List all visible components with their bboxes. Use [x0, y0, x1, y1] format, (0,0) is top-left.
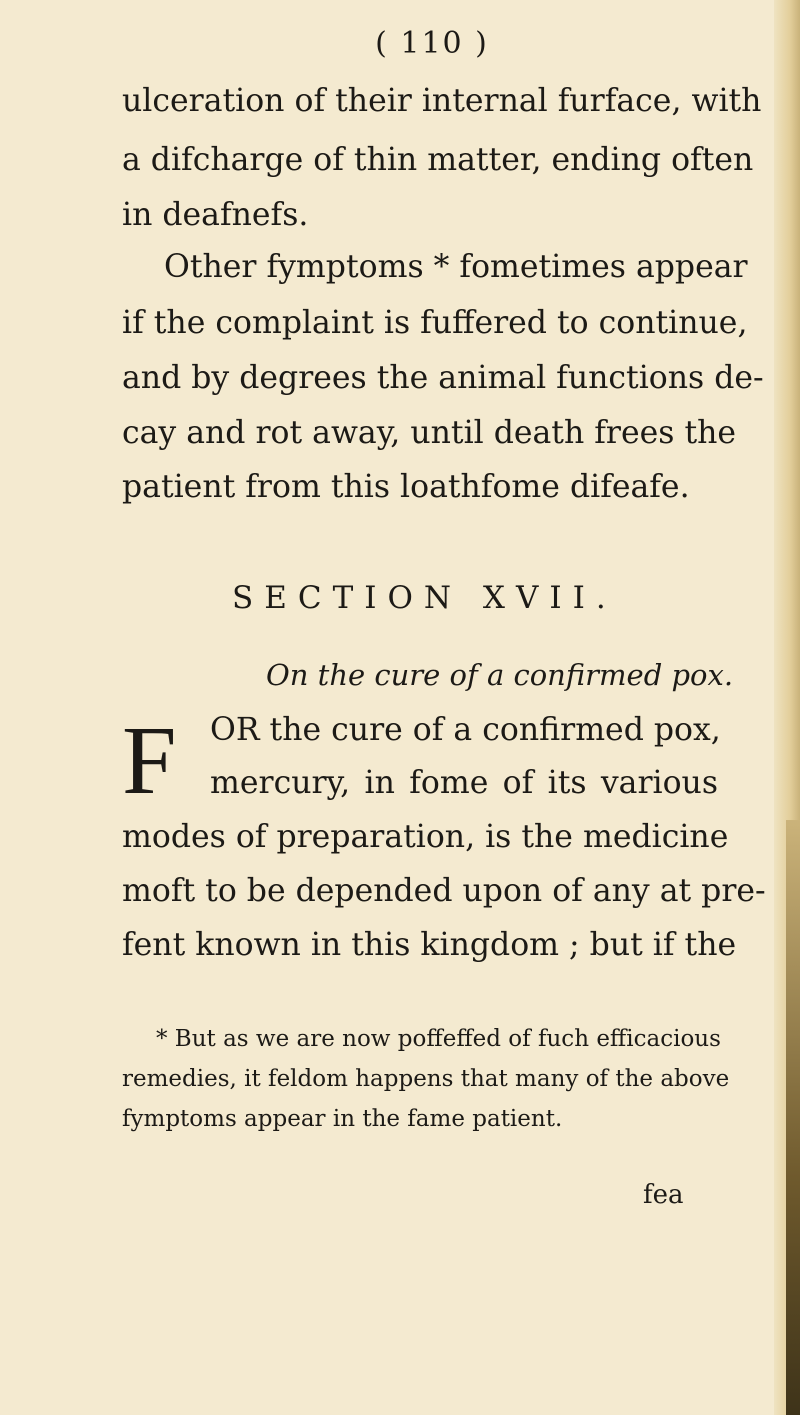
section-heading: SECTION XVII.: [232, 580, 617, 616]
footnote-line: fymptoms appear in the fame patient.: [122, 1106, 563, 1132]
text-line: fent known in this kingdom ; but if the: [122, 927, 737, 963]
text-line: Other fymptoms * fometimes appear: [164, 249, 748, 285]
page-edge-shadow: [786, 820, 800, 1415]
drop-cap: F: [122, 707, 177, 815]
footnote-line: remedies, it feldom happens that many of the above: [122, 1066, 730, 1092]
text-line: and by degrees the animal functions de-: [122, 360, 764, 396]
section-subtitle: On the cure of a confirmed pox.: [266, 658, 734, 692]
text-line: moft to be depended upon of any at pre-: [122, 873, 766, 909]
text-line: if the complaint is fuffered to continue,: [122, 305, 748, 341]
text-line: mercury, in fome of its various: [210, 765, 718, 801]
catchword: fea: [643, 1180, 684, 1210]
page-number: ( 110 ): [375, 26, 489, 61]
footnote-line: * But as we are now poffeffed of fuch efficacious: [156, 1026, 721, 1052]
text-line: ulceration of their internal furface, with: [122, 83, 762, 119]
text-line: cay and rot away, until death frees the: [122, 415, 737, 451]
text-line: a difcharge of thin matter, ending often: [122, 142, 754, 178]
text-line: in deafnefs.: [122, 197, 309, 233]
text-line: modes of preparation, is the medicine: [122, 819, 729, 855]
text-line: OR the cure of a confirmed pox,: [210, 712, 721, 748]
text-line: patient from this loathfome difeafe.: [122, 469, 690, 505]
